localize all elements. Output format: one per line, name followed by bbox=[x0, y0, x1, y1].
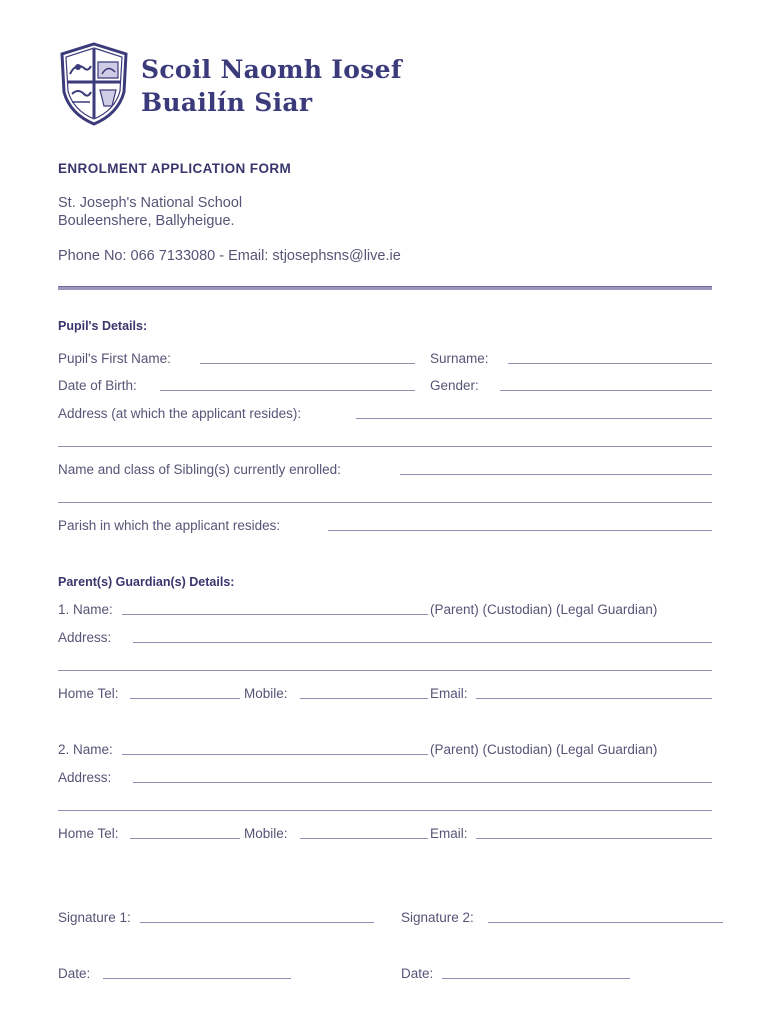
siblings-field[interactable] bbox=[400, 474, 712, 475]
surname-label: Surname: bbox=[430, 351, 489, 366]
signature1-label: Signature 1: bbox=[58, 910, 131, 925]
school-name-text: St. Joseph's National School bbox=[58, 195, 243, 211]
parent1-role-label: (Parent) (Custodian) (Legal Guardian) bbox=[430, 602, 658, 617]
dob-field[interactable] bbox=[160, 390, 415, 391]
pupil-address-field-2[interactable] bbox=[58, 446, 712, 447]
first-name-label: Pupil's First Name: bbox=[58, 351, 171, 366]
signature2-label: Signature 2: bbox=[401, 910, 474, 925]
school-name-line2: Buailín Siar bbox=[141, 88, 313, 117]
parent2-hometel-field[interactable] bbox=[130, 838, 240, 839]
parent2-email-field[interactable] bbox=[476, 838, 712, 839]
parent2-hometel-label: Home Tel: bbox=[58, 826, 119, 841]
school-contact-text: Phone No: 066 7133080 - Email: stjosephsns@live.ie bbox=[58, 248, 401, 264]
pupil-address-label: Address (at which the applicant resides): bbox=[58, 406, 302, 421]
school-address-text: Bouleenshere, Ballyheigue. bbox=[58, 213, 235, 229]
siblings-field-2[interactable] bbox=[58, 502, 712, 503]
parent1-email-label: Email: bbox=[430, 686, 468, 701]
parent2-address-field[interactable] bbox=[133, 782, 712, 783]
parent1-name-label: 1. Name: bbox=[58, 602, 113, 617]
parent2-mobile-field[interactable] bbox=[300, 838, 428, 839]
siblings-label: Name and class of Sibling(s) currently enrolled: bbox=[58, 462, 341, 477]
parent2-name-label: 2. Name: bbox=[58, 742, 113, 757]
date2-field[interactable] bbox=[442, 978, 630, 979]
parent2-name-field[interactable] bbox=[122, 754, 428, 755]
parent1-hometel-field[interactable] bbox=[130, 698, 240, 699]
parent1-name-field[interactable] bbox=[122, 614, 428, 615]
school-crest-icon bbox=[58, 42, 130, 126]
parish-field[interactable] bbox=[328, 530, 712, 531]
parent2-address-label: Address: bbox=[58, 770, 112, 785]
gender-field[interactable] bbox=[500, 390, 712, 391]
date1-field[interactable] bbox=[103, 978, 291, 979]
pupil-address-field[interactable] bbox=[356, 418, 712, 419]
surname-field[interactable] bbox=[508, 363, 712, 364]
date1-label: Date: bbox=[58, 966, 91, 981]
parent1-address-field[interactable] bbox=[133, 642, 712, 643]
parent1-hometel-label: Home Tel: bbox=[58, 686, 119, 701]
parent1-email-field[interactable] bbox=[476, 698, 712, 699]
date2-label: Date: bbox=[401, 966, 434, 981]
parents-section-title: Parent(s) Guardian(s) Details: bbox=[58, 575, 235, 589]
parent2-address-field-2[interactable] bbox=[58, 810, 712, 811]
pupil-section-title: Pupil's Details: bbox=[58, 319, 148, 333]
form-title: ENROLMENT APPLICATION FORM bbox=[58, 161, 292, 176]
signature1-field[interactable] bbox=[140, 922, 374, 923]
parent2-role-label: (Parent) (Custodian) (Legal Guardian) bbox=[430, 742, 658, 757]
header-divider bbox=[58, 286, 712, 290]
school-name-line1: Scoil Naomh Iosef bbox=[141, 55, 402, 84]
dob-label: Date of Birth: bbox=[58, 378, 137, 393]
parish-label: Parish in which the applicant resides: bbox=[58, 518, 281, 533]
parent1-address-label: Address: bbox=[58, 630, 112, 645]
first-name-field[interactable] bbox=[200, 363, 415, 364]
parent1-address-field-2[interactable] bbox=[58, 670, 712, 671]
parent1-mobile-label: Mobile: bbox=[244, 686, 288, 701]
parent1-mobile-field[interactable] bbox=[300, 698, 428, 699]
parent2-email-label: Email: bbox=[430, 826, 468, 841]
parent2-mobile-label: Mobile: bbox=[244, 826, 288, 841]
signature2-field[interactable] bbox=[488, 922, 723, 923]
gender-label: Gender: bbox=[430, 378, 479, 393]
